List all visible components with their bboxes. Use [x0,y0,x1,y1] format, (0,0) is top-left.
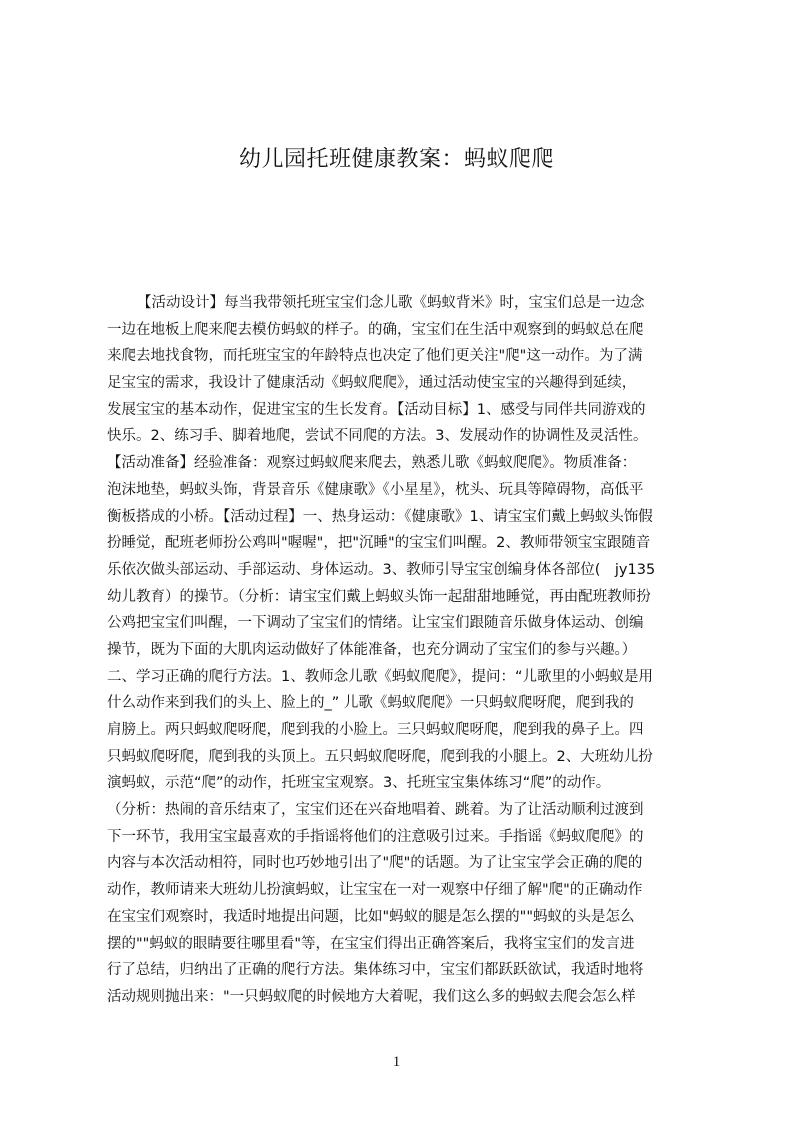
body-line: 快乐。2、练习手、脚着地爬，尝试不同爬的方法。3、发展动作的协调性及灵活性。 [107,428,648,445]
body-line: 足宝宝的需求，我设计了健康活动《蚂蚁爬爬》，通过活动使宝宝的兴趣得到延续， [107,375,637,392]
body-line: 在宝宝们观察时，我适时地提出问题，比如"蚂蚁的腿是怎么摆的""蚂蚁的头是怎么 [107,908,635,925]
body-line: （分析：热闹的音乐结束了，宝宝们还在兴奋地唱着、跳着。为了让活动顺利过渡到 [107,802,644,819]
body-line: 【活动准备】经验准备：观察过蚂蚁爬来爬去，熟悉儿歌《蚂蚁爬爬》。物质准备： [107,455,637,472]
body-line: 乐依次做头部运动、手部运动、身体运动。3、教师引导宝宝创编身体各部位( jy135 [107,561,656,578]
body-line: 二、学习正确的爬行方法。1、教师念儿歌《蚂蚁爬爬》，提问：“儿歌里的小蚂蚁是用 [107,668,653,685]
document-title: 幼儿园托班健康教案：蚂蚁爬爬 [238,147,554,172]
body-line: 下一环节，我用宝宝最喜欢的手指谣将他们的注意吸引过来。手指谣《蚂蚁爬爬》的 [107,828,644,845]
body-line: 行了总结，归纳出了正确的爬行方法。集体练习中，宝宝们都跃跃欲试，我适时地将 [107,962,644,979]
body-line: 泡沫地垫，蚂蚁头饰，背景音乐《健康歌》《小星星》，枕头、玩具等障碍物，高低平 [107,481,644,498]
body-line: 什么动作来到我们的头上、脸上的_” 儿歌《蚂蚁爬爬》一只蚂蚁爬呀爬，爬到我的 [107,695,634,712]
body-line: 肩膀上。两只蚂蚁爬呀爬，爬到我的小脸上。三只蚂蚁爬呀爬，爬到我的鼻子上。四 [107,722,644,738]
body-line: 只蚂蚁爬呀爬，爬到我的头顶上。五只蚂蚁爬呀爬，爬到我的小腿上。2、大班幼儿扮 [107,748,653,765]
body-line: 演蚂蚁，示范“爬”的动作，托班宝宝观察。3、托班宝宝集体练习“爬”的动作。 [107,775,611,792]
body-line: 发展宝宝的基本动作，促进宝宝的生长发育。【活动目标】1、感受与同伴共同游戏的 [107,401,646,418]
body-line: 【活动设计】每当我带领托班宝宝们念儿歌《蚂蚁背米》时，宝宝们总是一边念 [137,295,645,311]
body-line: 内容与本次活动相符，同时也巧妙地引出了"爬"的话题。为了让宝宝学会正确的爬的 [107,855,643,872]
document-body [107,290,699,1010]
body-line: 一边在地板上爬来爬去模仿蚂蚁的样子。的确，宝宝们在生活中观察到的蚂蚁总在爬 [107,321,644,338]
body-line: 摆的""蚂蚁的眼睛要往哪里看"等，在宝宝们得出正确答案后，我将宝宝们的发言进 [107,935,635,952]
body-line: 衡板搭成的小桥。【活动过程】一、热身运动：《健康歌》1、请宝宝们戴上蚂蚁头饰假 [107,508,653,525]
body-line: 公鸡把宝宝们叫醒，一下调动了宝宝们的情绪。让宝宝们跟随音乐做身体运动、创编 [107,615,644,632]
body-line: 操节，既为下面的大肌肉运动做好了体能准备，也充分调动了宝宝们的参与兴趣。） [107,641,637,658]
body-line: 扮睡觉，配班老师扮公鸡叫"喔喔"，把"沉睡"的宝宝们叫醒。2、教师带领宝宝跟随音 [107,535,651,552]
body-line: 活动规则抛出来："一只蚂蚁爬的时候地方大着呢，我们这么多的蚂蚁去爬会怎么样 [107,988,636,1005]
page-number: 1 [392,1054,401,1070]
body-line: 动作，教师请来大班幼儿扮演蚂蚁，让宝宝在一对一观察中仔细了解"爬"的正确动作 [107,882,643,899]
body-line: 幼儿教育）的操节。（分析：请宝宝们戴上蚂蚁头饰一起甜甜地睡觉，再由配班教师扮 [107,588,651,605]
body-line: 来爬去地找食物，而托班宝宝的年龄特点也决定了他们更关注"爬"这一动作。为了满 [107,348,643,365]
